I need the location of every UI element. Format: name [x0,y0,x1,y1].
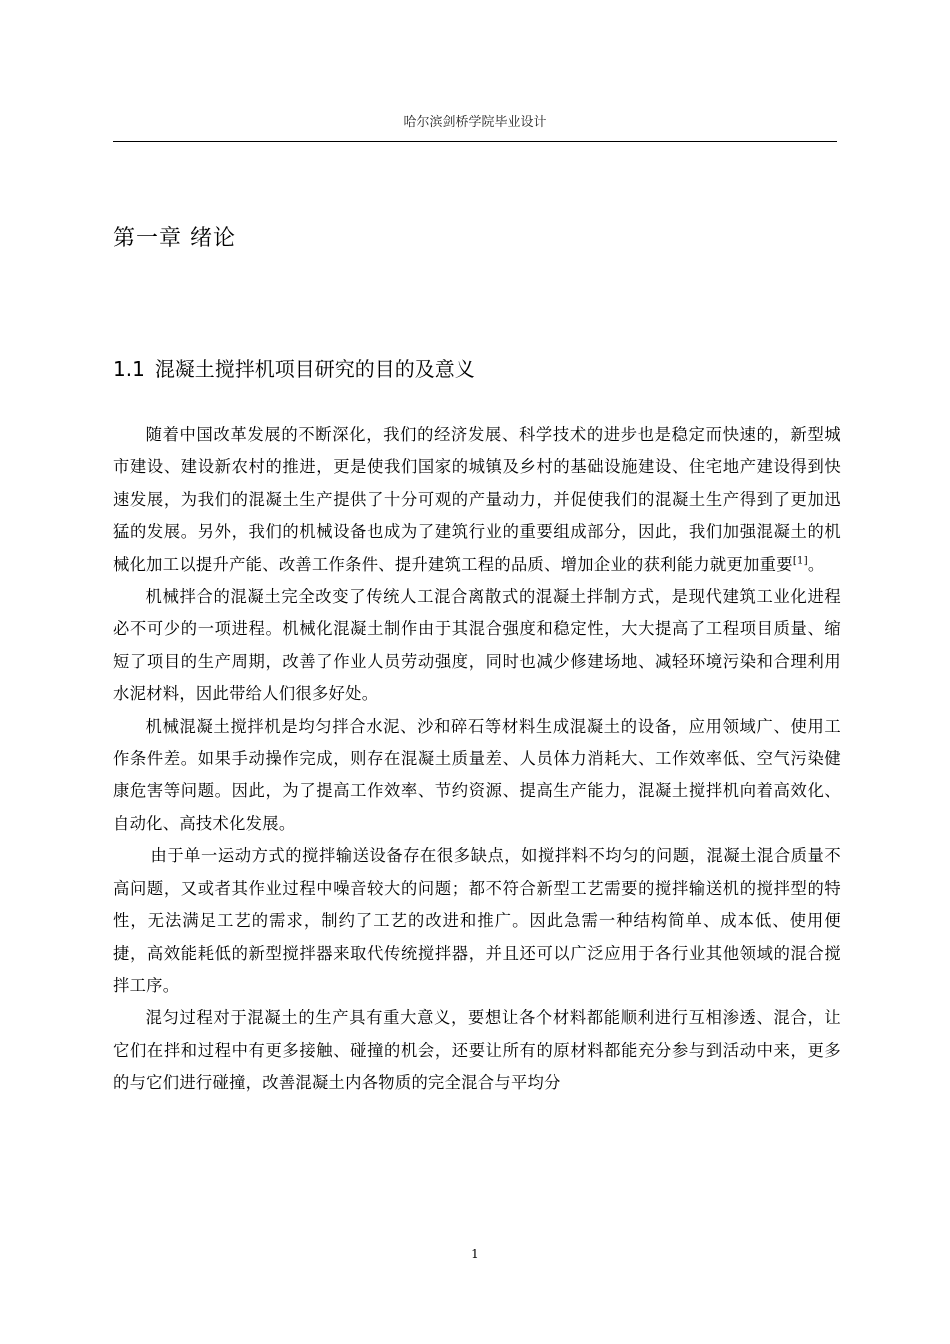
body-text [113,419,841,1100]
section-title: 混凝土搅拌机项目研究的目的及意义 [154,357,475,381]
section-heading [113,353,475,385]
section-number: 1.1 [113,357,145,381]
page-number: 1 [471,1247,479,1261]
paragraph-3: 机械混凝土搅拌机是均匀拌合水泥、沙和碎石等材料生成混凝土的设备，应用领域广、使用工作条件差。如果手动操作完成，则存在混凝土质量差、人员体力消耗大、工作效率低、空气污染健康危害等问题。因此，为了提高工作效率、节约资源、提高生产能力，混凝土搅拌机向着高效化、 自动化、高技术化发展。 [113,716,841,833]
paragraph-tail: 。 [807,554,825,574]
paragraph-5: 混匀过程对于混凝土的生产具有重大意义，要想让各个材料都能顺利进行互相渗透、混合，让它们在拌和过程中有更多接触、碰撞的机会，还要让所有的原材料都能充分参与到活动中来，更多的与它们进行碰撞，改善混凝土内各物质的完全混合与平均分 [113,1008,841,1093]
page-header: 哈尔滨剑桥学院毕业设计 [403,115,547,130]
chapter-title: 第一章 绪论 [113,226,236,251]
citation-reference: [1] [792,555,808,567]
paragraph-1 [113,419,841,581]
header-divider [113,141,837,142]
paragraph-2: 机械拌合的混凝土完全改变了传统人工混合离散式的混凝土拌制方式，是现代建筑工业化进程必不可少的一项进程。机械化混凝土制作由于其混合强度和稳定性，大大提高了工程项目质量、缩短了项目的生产周期，改善了作业人员劳动强度，同时也减少修建场地、减轻环境污染和合理利用水泥材料，因此带给人们很多好处。 [113,587,841,704]
paragraph-4: 由于单一运动方式的搅拌输送设备存在很多缺点，如搅拌料不均匀的问题，混凝土混合质量不高问题，又或者其作业过程中噪音较大的问题；都不符合新型工艺需要的搅拌输送机的搅拌型的特性，无法满足工艺的需求，制约了工艺的改进和推广。因此急需一种结构简单、成本低、使用便捷，高效能耗低的新型搅拌器来取代传统搅拌器，并且还可以广泛应用于各行业其他领域的混合搅拌工序。 [113,846,841,995]
paragraph-text: 随着中国改革发展的不断深化，我们的经济发展、科学技术的进步也是稳定而快速的，新型城市建设、建设新农村的推进，更是使我们国家的城镇及乡村的基础设施建设、住宅地产建设得到快速发展，为我们的混凝土生产提供了十分可观的产量动力，并促使我们的混凝土生产得到了更加迅猛的发展。另外，我们的机械设备也成为了建筑行业的重要组成部分，因此，我们加强混凝土的机械化加工以提升产能、改善工作条件、提升建筑工程的品质、增加企业的获利能力就更加重要 [113,425,841,574]
